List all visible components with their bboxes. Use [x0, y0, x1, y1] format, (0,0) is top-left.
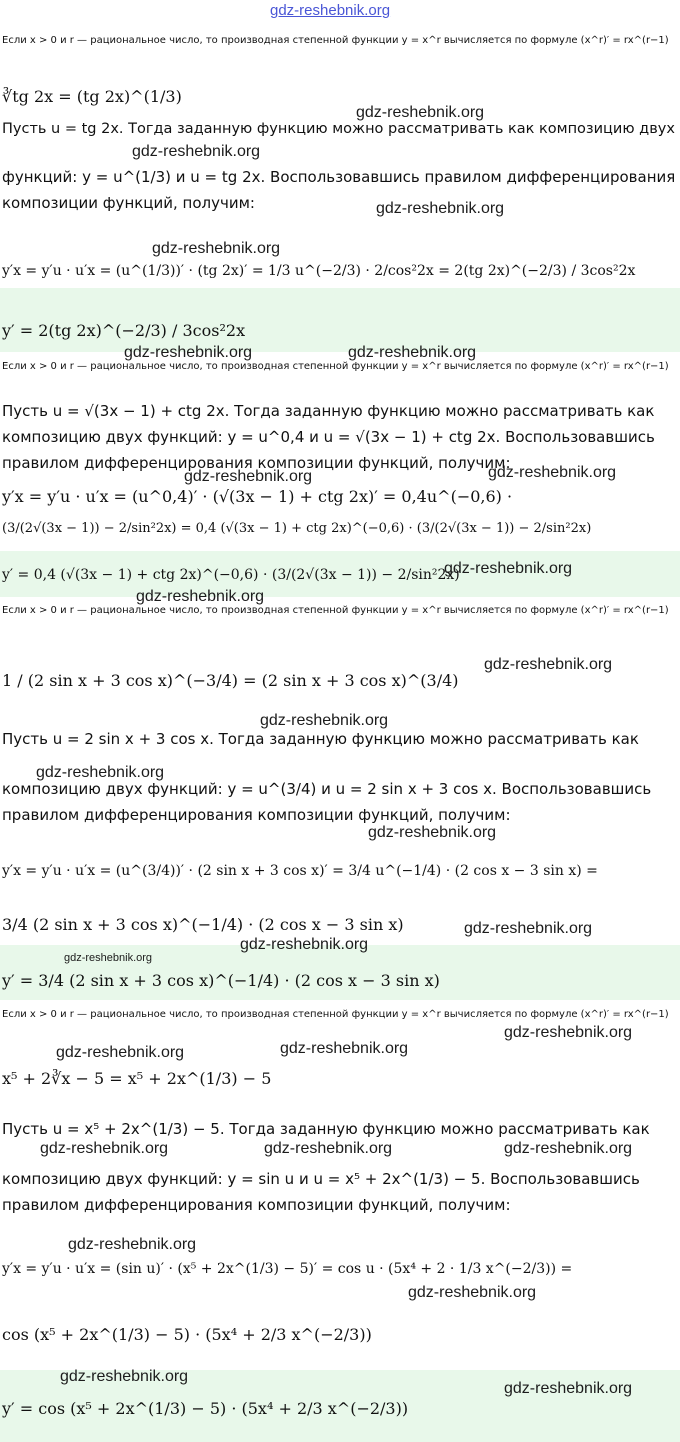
p4-answer: y′ = cos (x⁵ + 2x^(1/3) − 5) · (5x⁴ + 2/3 x^(−2/3)) [2, 1399, 409, 1418]
intro-text: Если x > 0 и r — рациональное число, то производная степенной функции y = x^r вычисляется по формуле (x^r)′ = rx^(r−1) [2, 605, 669, 616]
p1-answer: y′ = 2(tg 2x)^(−2/3) / 3cos²2x [2, 321, 246, 340]
p3-answer: y′ = 3/4 (2 sin x + 3 cos x)^(−1/4) · (2 cos x − 3 sin x) [2, 971, 440, 990]
watermark: gdz-reshebnik.org [408, 1284, 537, 1301]
p4-rewrite: x⁵ + 2∛x − 5 = x⁵ + 2x^(1/3) − 5 [2, 1069, 272, 1088]
p2-tail: правилом дифференцирования композиции функций, получим: [2, 454, 511, 472]
watermark: gdz-reshebnik.org [444, 560, 573, 577]
p3-rewrite: 1 / (2 sin x + 3 cos x)^(−3/4) = (2 sin x + 3 cos x)^(3/4) [2, 671, 459, 690]
p4-funcs: композицию двух функций: y = sin u и u = x⁵ + 2x^(1/3) − 5. Воспользовавшись [2, 1170, 640, 1188]
p2-derivation-1: y′x = y′u · u′x = (u^0,4)′ · (√(3x − 1) + ctg 2x)′ = 0,4u^(−0,6) · [2, 487, 513, 506]
watermark: gdz-reshebnik.org [60, 1368, 189, 1385]
watermark: gdz-reshebnik.org [504, 1140, 633, 1157]
intro-text: Если x > 0 и r — рациональное число, то производная степенной функции y = x^r вычисляется по формуле (x^r)′ = rx^(r−1) [2, 35, 669, 46]
p2-derivation-2: (3/(2√(3x − 1)) − 2/sin²2x) = 0,4 (√(3x − 1) + ctg 2x)^(−0,6) · (3/(2√(3x − 1)) − 2/sin²2x) [2, 521, 592, 536]
intro-text: Если x > 0 и r — рациональное число, то производная степенной функции y = x^r вычисляется по формуле (x^r)′ = rx^(r−1) [2, 361, 669, 372]
p1-let: Пусть u = tg 2x. Тогда заданную функцию можно рассматривать как композицию двух [2, 121, 675, 137]
p2-funcs: композицию двух функций: y = u^0,4 и u = √(3x − 1) + ctg 2x. Воспользовавшись [2, 428, 655, 446]
p3-tail: правилом дифференцирования композиции функций, получим: [2, 806, 511, 824]
watermark: gdz-reshebnik.org [484, 656, 613, 673]
p4-let: Пусть u = x⁵ + 2x^(1/3) − 5. Тогда заданную функцию можно рассматривать как [2, 1120, 650, 1138]
watermark: gdz-reshebnik.org [264, 1140, 393, 1157]
p1-tail: композиции функций, получим: [2, 194, 255, 212]
p3-derivation-2: 3/4 (2 sin x + 3 cos x)^(−1/4) · (2 cos x − 3 sin x) [2, 915, 404, 934]
watermark: gdz-reshebnik.org [184, 468, 313, 485]
p4-tail: правилом дифференцирования композиции функций, получим: [2, 1196, 511, 1214]
watermark: gdz-reshebnik.org [504, 1380, 633, 1397]
watermark: gdz-reshebnik.org [64, 952, 153, 964]
answer-band-1 [0, 288, 680, 352]
p1-funcs: функций: y = u^(1/3) и u = tg 2x. Воспользовавшись правилом дифференцирования [2, 168, 676, 186]
p3-derivation-1: y′x = y′u · u′x = (u^(3/4))′ · (2 sin x + 3 cos x)′ = 3/4 u^(−1/4) · (2 cos x − 3 sin x) = [2, 863, 598, 879]
watermark: gdz-reshebnik.org [280, 1040, 409, 1057]
watermark: gdz-reshebnik.org [368, 824, 497, 841]
watermark: gdz-reshebnik.org [132, 143, 261, 160]
p3-funcs: композицию двух функций: y = u^(3/4) и u = 2 sin x + 3 cos x. Воспользовавшись [2, 780, 652, 798]
watermark: gdz-reshebnik.org [488, 464, 617, 481]
p3-let: Пусть u = 2 sin x + 3 cos x. Тогда заданную функцию можно рассматривать как [2, 730, 639, 748]
watermark: gdz-reshebnik.org [36, 764, 165, 781]
watermark: gdz-reshebnik.org [356, 104, 485, 121]
p4-derivation-2: cos (x⁵ + 2x^(1/3) − 5) · (5x⁴ + 2/3 x^(−2/3)) [2, 1325, 372, 1344]
p1-derivation: y′x = y′u · u′x = (u^(1/3))′ · (tg 2x)′ = 1/3 u^(−2/3) · 2/cos²2x = 2(tg 2x)^(−2/3) / 3cos²2x [2, 263, 636, 279]
watermark: gdz-reshebnik.org [40, 1140, 169, 1157]
watermark: gdz-reshebnik.org [504, 1024, 633, 1041]
watermark: gdz-reshebnik.org [124, 344, 253, 361]
watermark: gdz-reshebnik.org [348, 344, 477, 361]
watermark: gdz-reshebnik.org [464, 920, 593, 937]
p2-let: Пусть u = √(3x − 1) + ctg 2x. Тогда заданную функцию можно рассматривать как [2, 402, 655, 420]
watermark-top[interactable]: gdz-reshebnik.org [270, 2, 391, 19]
p1-rewrite: ∛tg 2x = (tg 2x)^(1/3) [2, 87, 182, 106]
watermark: gdz-reshebnik.org [56, 1044, 185, 1061]
watermark: gdz-reshebnik.org [152, 240, 281, 257]
intro-text: Если x > 0 и r — рациональное число, то производная степенной функции y = x^r вычисляется по формуле (x^r)′ = rx^(r−1) [2, 1009, 669, 1020]
p4-derivation-1: y′x = y′u · u′x = (sin u)′ · (x⁵ + 2x^(1/3) − 5)′ = cos u · (5x⁴ + 2 · 1/3 x^(−2/3)) = [2, 1261, 573, 1277]
watermark: gdz-reshebnik.org [136, 588, 265, 605]
watermark: gdz-reshebnik.org [260, 712, 389, 729]
watermark: gdz-reshebnik.org [68, 1236, 197, 1253]
watermark: gdz-reshebnik.org [240, 936, 369, 953]
watermark: gdz-reshebnik.org [376, 200, 505, 217]
p2-answer: y′ = 0,4 (√(3x − 1) + ctg 2x)^(−0,6) · (3/(2√(3x − 1)) − 2/sin²2x) [2, 567, 460, 583]
